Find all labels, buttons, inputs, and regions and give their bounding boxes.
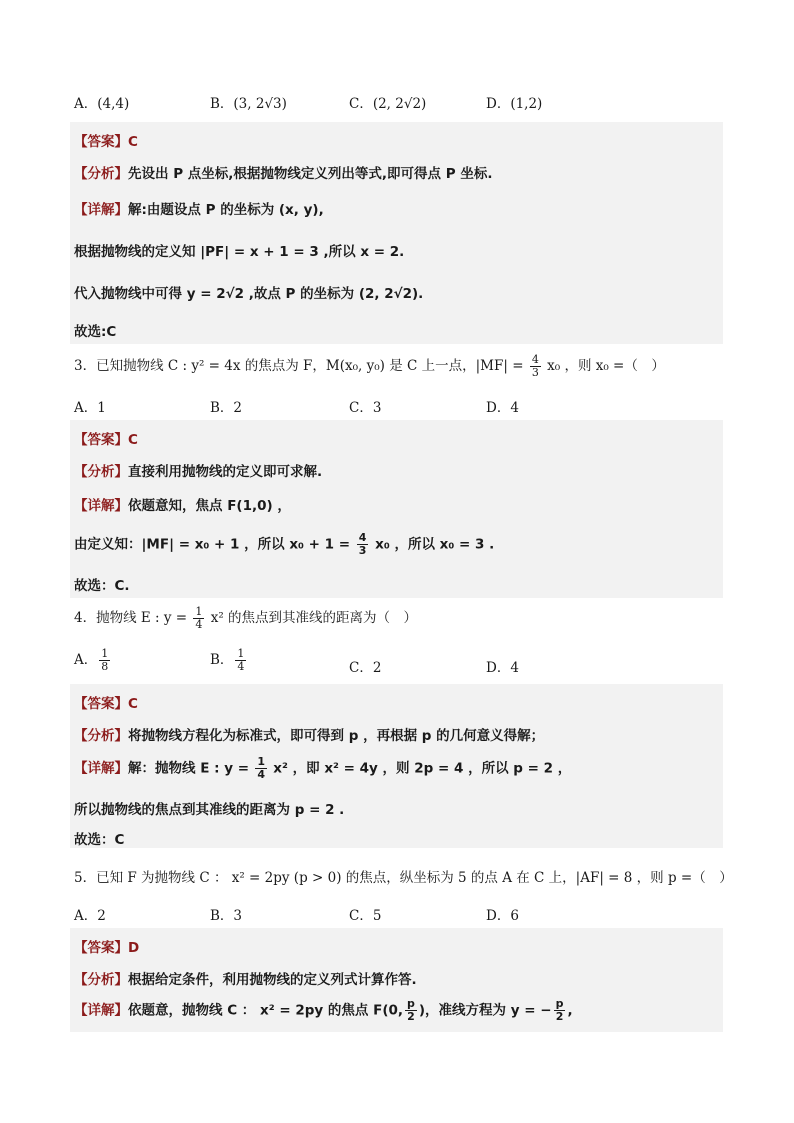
q2-analysis-line [74,162,492,182]
answer-tag: 【答案】 [74,696,128,712]
q3-stem-b: x₀ ，则 x₀ =（ ） [547,358,665,374]
q5-detail-frac1-den: 2 [407,1010,415,1023]
analysis-tag: 【分析】 [74,972,128,988]
q5-option-b: B．3 [210,908,243,924]
q4-option-d: D．4 [486,660,519,676]
detail-tag: 【详解】 [74,202,128,218]
q2-option-d: D．(1,2) [486,96,543,112]
answer-value: C [128,696,138,712]
q2-option-b: B．(3, 2√3) [210,96,287,112]
q3-analysis-line [74,460,322,480]
q2-detail-line-3: 代入抛物线中可得 y = 2√2 ,故点 P 的坐标为 (2, 2√2). [74,286,424,302]
q4-option-a-label: A． [74,652,98,668]
q5-options [74,904,724,928]
q4-stem-b: x² 的焦点到其准线的距离为（ ） [210,610,418,626]
detail-tag: 【详解】 [74,760,128,777]
q4-option-a-fraction [99,648,110,673]
answer-tag: 【答案】 [74,134,128,150]
q4-detail-frac-den: 4 [257,768,265,781]
q3-line2-fraction [357,532,369,557]
q5-detail-frac2-num: p [555,997,564,1010]
q3-option-c: C．3 [349,400,382,416]
q2-option-a: A．(4,4) [74,96,130,112]
q2-detail-line-2: 根据抛物线的定义知 |PF| = x + 1 = 3 ,所以 x = 2. [74,244,405,260]
q3-frac-den: 3 [531,366,539,379]
q4-option-c: C．2 [349,660,382,676]
q4-detail-line-2: 所以抛物线的焦点到其准线的距离为 p = 2 . [74,802,345,818]
q2-answer-line [74,130,138,150]
q5-detail-frac2-den: 2 [555,1010,564,1023]
q5-detail-frac1-num: p [407,997,415,1010]
q3-options [74,396,724,420]
q4-stem-a: 4．抛物线 E : y = [74,610,188,626]
q4-options [74,648,724,682]
q3-line2-frac-den: 3 [358,544,367,557]
q5-detail-c: , [567,1002,573,1019]
q4-detail-a: 解：抛物线 E : y = [128,760,250,777]
q3-option-d: D．4 [486,400,519,416]
analysis-text: 直接利用抛物线的定义即可求解. [128,464,323,480]
q5-analysis-line [74,968,417,988]
q4-detail-fraction [255,756,267,781]
q3-stem-a: 3．已知抛物线 C : y² = 4x 的焦点为 F，M(x₀, y₀) 是 C 上一点，|MF| = [74,358,524,374]
q4-option-a-num: 1 [101,647,109,660]
analysis-text: 根据给定条件，利用抛物线的定义列式计算作答. [128,972,417,988]
analysis-text: 先设出 P 点坐标,根据抛物线定义列出等式,即可得点 P 坐标. [128,166,493,182]
q2-option-c: C．(2, 2√2) [349,96,427,112]
analysis-text: 将抛物线方程化为标准式，即可得到 p ，再根据 p 的几何意义得解； [128,728,545,744]
q3-option-a: A．1 [74,400,106,416]
q4-frac-den: 4 [195,618,203,631]
q4-choose-line: 故选：C [74,832,125,848]
q4-fraction [193,606,204,631]
detail-tag: 【详解】 [74,498,128,514]
analysis-tag: 【分析】 [74,166,128,182]
q3-detail-line-2 [74,532,494,557]
detail-tag: 【详解】 [74,1002,128,1019]
q4-detail-frac-num: 1 [257,755,265,768]
q5-option-d: D．6 [486,908,519,924]
q5-option-c: C．5 [349,908,382,924]
q4-analysis-line [74,724,544,744]
q4-option-b-num: 1 [237,647,245,660]
q5-detail-a: 依题意，抛物线 C ： x² = 2py 的焦点 F(0, [128,1002,404,1019]
q4-detail-line [74,756,571,781]
q2-detail-line [74,198,324,218]
analysis-tag: 【分析】 [74,728,128,744]
q4-solution-box [70,684,723,848]
q4-option-b [210,648,248,673]
q4-frac-num: 1 [195,605,203,618]
q4-option-a-den: 8 [101,660,109,673]
q5-stem: 5．已知 F 为抛物线 C ： x² = 2py (p > 0) 的焦点，纵坐标为 5 的点 A 在 C 上，|AF| = 8 ，则 p =（ ） [74,870,733,886]
q3-choose-line: 故选：C. [74,578,130,594]
q2-solution-box [70,122,723,344]
q4-option-b-fraction [235,648,246,673]
q4-option-b-den: 4 [237,660,245,673]
answer-value: D [128,940,140,956]
q3-answer-line [74,428,138,448]
answer-value: C [128,432,138,448]
q3-option-b: B．2 [210,400,243,416]
q4-option-b-label: B． [210,652,234,668]
q3-line2-b: x₀ ，所以 x₀ = 3 . [375,536,495,553]
q5-detail-fraction-1 [405,998,417,1023]
q5-detail-line [74,998,573,1023]
q3-stem [74,354,724,379]
answer-tag: 【答案】 [74,432,128,448]
q3-line2-frac-num: 4 [358,531,367,544]
q4-detail-b: x² ，即 x² = 4y ，则 2p = 4 ，所以 p = 2 ， [273,760,572,777]
q2-choose-line: 故选:C [74,324,117,340]
q5-solution-box [70,928,723,1032]
q5-answer-line [74,936,139,956]
q2-options [74,92,724,116]
q4-option-a [74,648,112,673]
q3-fraction [530,354,541,379]
q5-option-a: A．2 [74,908,106,924]
answer-value: C [128,134,138,150]
detail-text: 依题意知，焦点 F(1,0) ， [128,498,291,514]
q3-frac-num: 4 [531,353,539,366]
q3-solution-box [70,420,723,598]
detail-text: 解:由题设点 P 的坐标为 (x, y), [128,202,324,218]
q4-stem [74,606,724,631]
analysis-tag: 【分析】 [74,464,128,480]
q5-detail-b: )，准线方程为 y = − [418,1002,552,1019]
answer-tag: 【答案】 [74,940,128,956]
q4-answer-line [74,692,138,712]
q3-detail-line [74,494,291,514]
q5-detail-fraction-2 [554,998,566,1023]
q3-line2-a: 由定义知：|MF| = x₀ + 1 ，所以 x₀ + 1 = [74,536,351,553]
